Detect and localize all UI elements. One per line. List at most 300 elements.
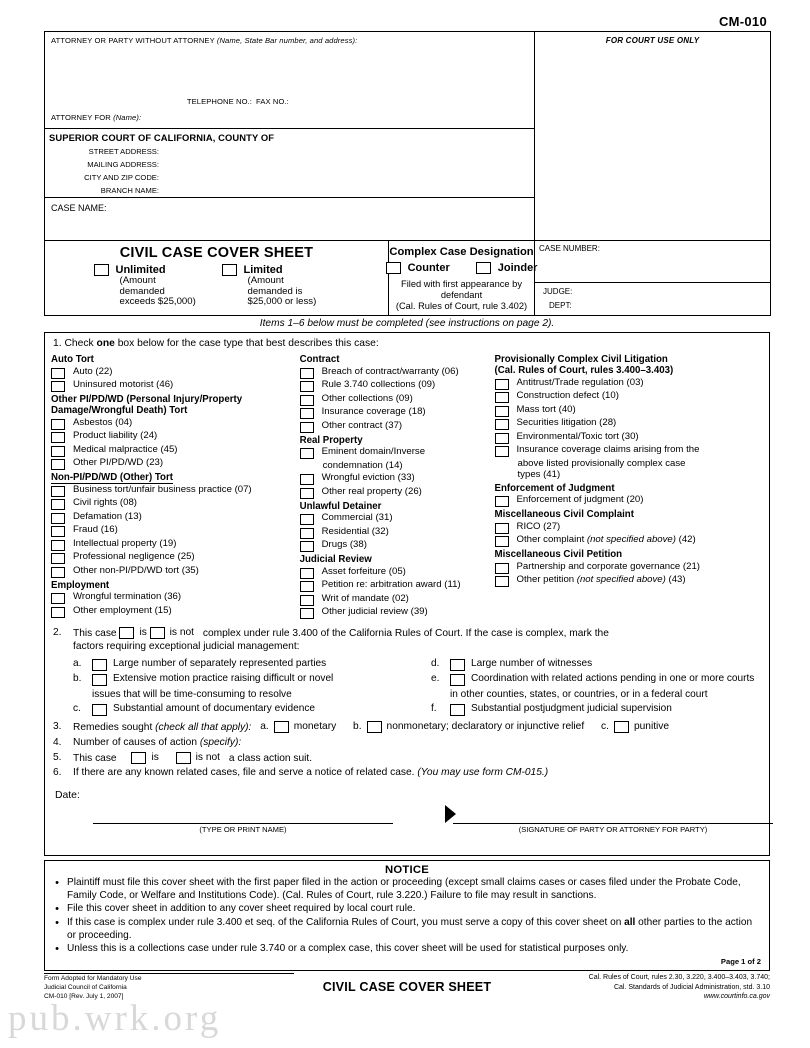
item5-is-not-option[interactable] [176, 752, 220, 765]
checkbox-row-civil-rights[interactable] [51, 498, 300, 510]
group-provisionally-complex-line2: (Cal. Rules of Court, rules 3.400–3.403) [494, 365, 674, 377]
asset-forfeiture-label: Asset forfeiture (05) [321, 565, 406, 577]
item3-c-option[interactable] [601, 721, 669, 734]
checkbox-row-wrongful-eviction[interactable] [300, 473, 495, 485]
item3-b-label: nonmonetary; declaratory or injunctive relief [386, 720, 585, 732]
counter-option[interactable] [386, 262, 450, 274]
footer-right [520, 973, 770, 1002]
dept-label: DEPT: [549, 301, 572, 310]
environmental-toxic-tort-label: Environmental/Toxic tort (30) [516, 430, 639, 442]
commercial-checkbox[interactable] [300, 514, 314, 525]
checkbox-row-other-collections[interactable] [300, 394, 495, 406]
print-name-caption: (TYPE OR PRINT NAME) [199, 825, 287, 835]
notice-bullet-2-text: File this cover sheet in addition to any cover sheet required by local court rule. [67, 903, 416, 915]
notice-bullet-1-text: Plaintiff must file this cover sheet with the first paper filed in the action or proceeding (except small claims cases or cases filed under the Probate Code, Family Code, or Welfare and Institutions Code). (Cal. Rules of Court, rule 3.220.) Failure to file may result in sanctions. [67, 877, 741, 901]
insurance-coverage-claims-line2: above listed provisionally complex case [517, 457, 686, 469]
joinder-checkbox[interactable] [476, 262, 491, 274]
footer-website [520, 992, 770, 1002]
eminent-domain-label-line2: condemnation (14) [322, 459, 403, 471]
item4-number: 4. [53, 736, 62, 748]
residential-checkbox[interactable] [300, 528, 314, 539]
print-name-line[interactable] [93, 823, 393, 824]
asset-forfeiture-checkbox[interactable] [300, 568, 314, 579]
item6-body [73, 767, 761, 780]
insurance-coverage-claims-checkbox[interactable] [495, 446, 509, 457]
footer-website-text: www.courtinfo.ca.gov [703, 993, 770, 1001]
drugs-checkbox[interactable] [300, 541, 314, 552]
item2-factor-b[interactable] [73, 673, 431, 686]
attorney-for-italic: (Name): [113, 113, 142, 122]
page-footer [44, 973, 770, 1002]
writ-of-mandate-checkbox[interactable] [300, 595, 314, 606]
checkbox-row-other-contract[interactable] [300, 421, 495, 433]
item2-is-not-label: is not [169, 626, 195, 638]
item2-row [53, 627, 761, 719]
insurance-coverage-claims-label: Insurance coverage claims arising from the [516, 444, 700, 456]
judge-label: JUDGE: [543, 287, 573, 296]
item1-number: 1. [53, 338, 62, 350]
notice-bullet-3-part3: other parties to the action or proceeding. [67, 916, 753, 941]
complex-note-line2: (Cal. Rules of Court, rule 3.402) [395, 301, 528, 312]
item4-body[interactable] [73, 737, 761, 750]
checkbox-row-asbestos[interactable] [51, 418, 300, 430]
item2-b-label: Extensive motion practice raising difficult or novel [113, 673, 334, 685]
insurance-coverage-checkbox[interactable] [300, 408, 314, 419]
checkbox-row-enforcement-of-judgment[interactable] [495, 495, 763, 507]
case-type-column-3 [495, 352, 763, 620]
item2-e-label: Coordination with related actions pending in one or more courts [471, 673, 755, 685]
item3-row [53, 721, 761, 735]
unlimited-sub3: exceeds $25,000) [119, 296, 196, 308]
item1-heading [51, 337, 763, 352]
item2-number: 2. [53, 626, 62, 638]
footer-form-title: CIVIL CASE COVER SHEET [322, 979, 492, 994]
item3-b-checkbox[interactable] [367, 721, 382, 733]
group-employment: Employment [51, 579, 110, 591]
court-numbers-cell [535, 241, 771, 316]
checkbox-row-other-pipdwd[interactable] [51, 458, 300, 470]
bullet-icon: • [55, 903, 59, 916]
checkbox-row-fraud[interactable] [51, 525, 300, 537]
intellectual-property-label: Intellectual property (19) [73, 537, 177, 549]
checkbox-row-asset-forfeiture[interactable] [300, 567, 495, 579]
group-other-pipdwd-line2: Damage/Wrongful Death) Tort [51, 405, 188, 417]
item5-is-checkbox[interactable] [131, 752, 146, 764]
breach-of-contract-checkbox[interactable] [300, 368, 314, 379]
product-liability-label: Product liability (24) [73, 430, 158, 442]
item2-factor-d[interactable] [431, 658, 761, 671]
mass-tort-label: Mass tort (40) [516, 403, 576, 415]
checkbox-row-other-non-pipdwd[interactable] [51, 566, 300, 578]
residential-label: Residential (32) [321, 525, 389, 537]
defamation-checkbox[interactable] [51, 513, 65, 524]
other-collections-checkbox[interactable] [300, 395, 314, 406]
checkbox-row-eminent-domain[interactable] [300, 447, 495, 459]
group-other-pipdwd: Other PI/PD/WD (Personal Injury/Property [51, 394, 243, 406]
antitrust-checkbox[interactable] [495, 379, 509, 390]
footer-left [44, 973, 294, 1002]
item2-is-not-option[interactable] [150, 627, 194, 640]
judge-dept-field[interactable] [535, 283, 770, 314]
writ-of-mandate-label: Writ of mandate (02) [321, 592, 409, 604]
footer-revision: CM-010 [Rev. July 1, 2007] [44, 992, 124, 1000]
counter-label: Counter [407, 262, 450, 274]
notice-bullet-1 [53, 877, 761, 902]
asbestos-label: Asbestos (04) [73, 416, 133, 428]
drugs-label: Drugs (38) [321, 539, 367, 551]
item2-tail: complex under rule 3.400 of the California Rules of Court. If the case is complex, mark the [202, 627, 609, 639]
product-liability-checkbox[interactable] [51, 432, 65, 443]
enforcement-of-judgment-label: Enforcement of judgment (20) [516, 494, 644, 506]
checkbox-row-rule-3740-collections[interactable] [300, 380, 495, 392]
item2-line1 [73, 627, 761, 641]
commercial-label: Commercial (31) [321, 512, 393, 524]
watermark-text: pub.wrk.org [8, 998, 222, 1039]
item2-b-label-line2: issues that will be time-consuming to resolve [92, 688, 292, 700]
insurance-coverage-claims-line3: types (41) [517, 468, 561, 480]
item1-text-after: box below for the case type that best describes this case: [114, 338, 379, 350]
item2-a-label: Large number of separately represented parties [113, 657, 327, 669]
notice-title: NOTICE [385, 864, 429, 877]
wrongful-termination-label: Wrongful termination (36) [73, 591, 182, 603]
item2-factor-e[interactable] [431, 673, 761, 686]
item3-b-letter: b. [353, 720, 362, 732]
group-misc-civil-petition: Miscellaneous Civil Petition [494, 549, 623, 561]
item2-is-checkbox[interactable] [119, 627, 134, 639]
group-non-pipdwd-text: Non-PI/PD/WD (Other) Tort [51, 472, 173, 484]
other-real-property-label: Other real property (26) [321, 485, 422, 497]
mass-tort-checkbox[interactable] [495, 406, 509, 417]
checkbox-row-rico[interactable] [495, 522, 763, 534]
item2-f-label: Substantial postjudgment judicial supervision [471, 703, 672, 715]
other-complaint-tail: (42) [675, 534, 696, 546]
group-contract: Contract [299, 354, 340, 366]
checkbox-row-business-tort[interactable] [51, 485, 300, 497]
medical-malpractice-checkbox[interactable] [51, 446, 65, 457]
antitrust-label: Antitrust/Trade regulation (03) [516, 376, 644, 388]
limited-option[interactable] [222, 264, 340, 308]
group-enforcement-of-judgment: Enforcement of Judgment [494, 482, 615, 494]
footer-rules-line2: Cal. Standards of Judicial Administration, std. 3.10 [613, 983, 770, 991]
case-name-cell[interactable] [45, 198, 535, 241]
item5-row [53, 752, 761, 766]
notice-bullet-4-text: Unless this is a collections case under rule 3.740 or a complex case, this cover sheet will be used for statistical purposes only. [67, 943, 629, 955]
checkbox-row-environmental-toxic-tort[interactable] [495, 432, 763, 444]
item3-a-option[interactable] [260, 721, 336, 734]
other-pipdwd-label: Other PI/PD/WD (23) [73, 457, 164, 469]
item3-b-option[interactable] [353, 721, 584, 734]
joinder-option[interactable] [476, 262, 538, 274]
unlimited-sub2: demanded [119, 285, 165, 297]
notice-bullet-4 [53, 943, 761, 956]
case-type-column-1 [51, 352, 300, 620]
city-zip-label: CITY AND ZIP CODE: [84, 173, 159, 182]
enforcement-of-judgment-checkbox[interactable] [495, 496, 509, 507]
checkbox-row-partnership-governance[interactable] [495, 562, 763, 574]
business-tort-checkbox[interactable] [51, 486, 65, 497]
checkbox-row-auto[interactable] [51, 367, 300, 379]
item5-tail: a class action suit. [228, 752, 313, 764]
item2-c-letter: c. [73, 703, 81, 715]
other-complaint-checkbox[interactable] [495, 536, 509, 547]
checkbox-row-residential[interactable] [300, 527, 495, 539]
item2-b-checkbox[interactable] [92, 674, 107, 686]
case-number-field[interactable] [535, 241, 770, 283]
telephone-label: TELEPHONE NO.: [186, 97, 252, 106]
other-petition-checkbox[interactable] [495, 576, 509, 587]
item5-is-label: is [151, 751, 159, 763]
item2-d-letter: d. [431, 657, 440, 669]
rico-label: RICO (27) [516, 520, 561, 532]
item2-is-not-checkbox[interactable] [150, 627, 165, 639]
unlimited-sub1: (Amount [119, 275, 156, 286]
checkbox-row-other-real-property[interactable] [300, 487, 495, 499]
caption-table [44, 31, 771, 316]
checkbox-row-wrongful-termination[interactable] [51, 592, 300, 604]
signature-line[interactable] [453, 823, 773, 824]
rule-3740-collections-checkbox[interactable] [300, 381, 314, 392]
court-use-only-label: FOR COURT USE ONLY [605, 36, 700, 45]
professional-negligence-label: Professional negligence (25) [73, 551, 195, 563]
other-complaint-label [517, 535, 696, 546]
item5-is-not-label: is not [195, 751, 221, 763]
checkbox-row-mass-tort[interactable] [495, 405, 763, 417]
checkbox-row-construction-defect[interactable] [495, 391, 763, 403]
group-real-property: Real Property [299, 434, 363, 446]
checkbox-row-securities-litigation[interactable] [495, 418, 763, 430]
item2-is-option[interactable] [119, 627, 146, 640]
signature-caption: (SIGNATURE OF PARTY OR ATTORNEY FOR PARTY) [518, 825, 708, 835]
case-type-section [44, 332, 770, 856]
item2-a-letter: a. [73, 657, 82, 669]
attorney-cell[interactable] [45, 32, 535, 129]
item3-a-checkbox[interactable] [274, 721, 289, 733]
page-indicator: Page 1 of 2 [720, 956, 761, 966]
checkbox-row-intellectual-property[interactable] [51, 539, 300, 551]
other-collections-label: Other collections (09) [321, 392, 413, 404]
civil-rights-checkbox[interactable] [51, 499, 65, 510]
petition-arbitration-checkbox[interactable] [300, 581, 314, 592]
checkbox-row-insurance-coverage[interactable] [300, 407, 495, 419]
case-type-column-2 [300, 352, 495, 620]
checkbox-row-antitrust[interactable] [495, 378, 763, 390]
uninsured-motorist-checkbox[interactable] [51, 381, 65, 392]
attorney-label: ATTORNEY OR PARTY WITHOUT ATTORNEY [51, 36, 215, 45]
footer-rules-line1: Cal. Rules of Court, rules 2.30, 3.220, 3.400–3.403, 3.740; [588, 973, 770, 981]
complex-designation-title: Complex Case Designation [389, 246, 534, 258]
intellectual-property-checkbox[interactable] [51, 540, 65, 551]
case-number-label: CASE NUMBER: [539, 244, 600, 253]
fraud-checkbox[interactable] [51, 526, 65, 537]
medical-malpractice-label: Medical malpractice (45) [73, 443, 178, 455]
checkbox-row-uninsured-motorist[interactable] [51, 380, 300, 392]
case-name-label: CASE NAME: [51, 203, 107, 213]
other-petition-label [517, 575, 686, 586]
item2-left-factors [73, 655, 431, 719]
limited-sub3: $25,000 or less) [247, 296, 317, 308]
checkbox-row-other-employment[interactable] [51, 606, 300, 618]
securities-litigation-checkbox[interactable] [495, 419, 509, 430]
notice-bullet-3 [53, 917, 761, 942]
item6-text: If there are any known related cases, file and serve a notice of related case. [73, 767, 418, 779]
item3-lead: Remedies sought [73, 722, 156, 734]
item5-is-not-checkbox[interactable] [176, 752, 191, 764]
partnership-governance-label: Partnership and corporate governance (21) [516, 560, 700, 572]
bullet-icon: • [55, 877, 59, 890]
item2-factor-c[interactable] [73, 703, 431, 716]
court-address-cell[interactable] [45, 129, 535, 198]
unlimited-option[interactable] [94, 264, 212, 308]
checkbox-row-petition-arbitration[interactable] [300, 580, 495, 592]
item2-e-label-line2: in other counties, states, or countries, or in a federal court [450, 688, 708, 700]
checkbox-row-writ-of-mandate[interactable] [300, 594, 495, 606]
item2-factor-f[interactable] [431, 703, 761, 716]
breach-of-contract-label: Breach of contract/warranty (06) [321, 365, 459, 377]
wrongful-eviction-checkbox[interactable] [300, 474, 314, 485]
group-judicial-review: Judicial Review [299, 554, 372, 566]
fax-label: FAX NO.: [256, 97, 289, 106]
group-non-pipdwd [51, 472, 300, 483]
auto-label: Auto (22) [73, 365, 113, 377]
checkbox-row-other-petition[interactable] [495, 575, 763, 587]
professional-negligence-checkbox[interactable] [51, 553, 65, 564]
item2-a-checkbox[interactable] [92, 659, 107, 671]
other-non-pipdwd-label: Other non-PI/PD/WD tort (35) [73, 564, 199, 576]
checkbox-row-other-judicial-review[interactable] [300, 607, 495, 619]
group-auto-tort: Auto Tort [51, 354, 94, 366]
item2-d-checkbox[interactable] [450, 659, 465, 671]
checkbox-row-other-complaint[interactable] [495, 535, 763, 547]
court-heading: SUPERIOR COURT OF CALIFORNIA, COUNTY OF [49, 132, 275, 143]
footer-adopted-line1: Form Adopted for Mandatory Use [44, 974, 142, 982]
item2-line2: factors requiring exceptional judicial management: [73, 640, 300, 652]
notice-box [44, 860, 770, 971]
item2-c-label: Substantial amount of documentary evidence [113, 703, 315, 715]
other-petition-italic: (not specified above) [576, 574, 666, 586]
item3-c-checkbox[interactable] [614, 721, 629, 733]
other-contract-label: Other contract (37) [321, 419, 403, 431]
notice-bullet-3-bold: all [624, 916, 636, 928]
environmental-toxic-tort-checkbox[interactable] [495, 433, 509, 444]
rico-checkbox[interactable] [495, 523, 509, 534]
wrongful-eviction-label: Wrongful eviction (33) [321, 472, 415, 484]
signature-arrow-icon [445, 805, 456, 823]
item2-is-label: is [139, 626, 147, 638]
item2-e-letter: e. [431, 673, 440, 685]
street-address-label: STREET ADDRESS: [88, 147, 159, 156]
item1-bold: one [96, 338, 115, 350]
eminent-domain-label: Eminent domain/Inverse [321, 446, 426, 458]
item2-right-factors [431, 655, 761, 719]
other-contract-checkbox[interactable] [300, 422, 314, 433]
group-provisionally-complex: Provisionally Complex Civil Litigation [494, 354, 668, 366]
cover-sheet-type-cell [45, 241, 389, 316]
mailing-address-label: MAILING ADDRESS: [87, 160, 159, 169]
item6-italic: (You may use form CM-015.) [417, 767, 549, 779]
notice-bullet-2 [53, 903, 761, 916]
limited-checkbox[interactable] [222, 264, 237, 276]
date-label[interactable]: Date: [55, 790, 80, 802]
checkbox-row-drugs[interactable] [300, 540, 495, 552]
other-employment-checkbox[interactable] [51, 607, 65, 618]
rule-3740-collections-label: Rule 3.740 collections (09) [321, 379, 436, 391]
item2-d-label: Large number of witnesses [471, 657, 593, 669]
auto-checkbox[interactable] [51, 368, 65, 379]
item4-italic: (specify): [199, 736, 242, 748]
counter-checkbox[interactable] [386, 262, 401, 274]
item3-c-label: punitive [633, 720, 670, 732]
limited-sub2: demanded is [247, 285, 303, 297]
defamation-label: Defamation (13) [73, 510, 142, 522]
other-judicial-review-checkbox[interactable] [300, 608, 314, 619]
eminent-domain-checkbox[interactable] [300, 448, 314, 459]
item4-row [53, 737, 761, 750]
attorney-for-label: ATTORNEY FOR [51, 113, 111, 122]
unlimited-checkbox[interactable] [94, 264, 109, 276]
item2-b-letter: b. [73, 673, 82, 685]
joinder-label: Joinder [497, 262, 538, 274]
checkbox-row-medical-malpractice[interactable] [51, 445, 300, 457]
asbestos-checkbox[interactable] [51, 419, 65, 430]
branch-name-label: BRANCH NAME: [100, 186, 159, 195]
complex-note-line1: Filed with first appearance by defendant [401, 279, 522, 301]
notice-bullet-3-text [67, 917, 761, 942]
other-judicial-review-label: Other judicial review (39) [321, 606, 428, 618]
securities-litigation-label: Securities litigation (28) [516, 417, 617, 429]
bullet-icon: • [55, 916, 59, 929]
checkbox-row-commercial[interactable] [300, 513, 495, 525]
form-number: CM-010 [718, 14, 767, 29]
bullet-icon: • [55, 943, 59, 956]
complex-designation-cell [389, 241, 538, 316]
item1-text-before: Check [64, 338, 97, 350]
other-employment-label: Other employment (15) [73, 604, 172, 616]
item5-is-option[interactable] [131, 752, 158, 765]
checkbox-row-breach-of-contract[interactable] [300, 367, 495, 379]
attorney-label-italic: (Name, State Bar number, and address): [216, 36, 358, 45]
checkbox-row-defamation[interactable] [51, 512, 300, 524]
notice-bullet-3-part1: If this case is complex under rule 3.400 et seq. of the California Rules of Court, you must serve a copy of this cover sheet on [67, 916, 625, 928]
other-pipdwd-checkbox[interactable] [51, 459, 65, 470]
item2-e-checkbox[interactable] [450, 674, 465, 686]
other-non-pipdwd-checkbox[interactable] [51, 567, 65, 578]
business-tort-label: Business tort/unfair business practice (07) [73, 483, 252, 495]
other-real-property-checkbox[interactable] [300, 488, 314, 499]
other-complaint-italic: (not specified above) [586, 534, 676, 546]
item4-text: Number of causes of action [73, 736, 200, 748]
partnership-governance-checkbox[interactable] [495, 563, 509, 574]
checkbox-row-product-liability[interactable] [51, 431, 300, 443]
checkbox-row-insurance-coverage-claims[interactable] [495, 445, 763, 457]
group-unlawful-detainer: Unlawful Detainer [299, 500, 382, 512]
insurance-coverage-label: Insurance coverage (18) [321, 406, 426, 418]
limited-sub1: (Amount [247, 275, 284, 286]
item2-factor-a[interactable] [73, 658, 431, 671]
completion-instruction: Items 1–6 below must be completed (see instructions on page 2). [259, 318, 555, 330]
checkbox-row-professional-negligence[interactable] [51, 552, 300, 564]
item2-c-checkbox[interactable] [92, 704, 107, 716]
court-use-cell [535, 32, 771, 241]
item6-row [53, 767, 761, 780]
footer-adopted-line2: Judicial Council of California [44, 983, 127, 991]
item2-f-letter: f. [431, 703, 437, 715]
wrongful-termination-checkbox[interactable] [51, 593, 65, 604]
item2-f-checkbox[interactable] [450, 704, 465, 716]
item3-number: 3. [53, 720, 62, 732]
fraud-label: Fraud (16) [73, 524, 118, 536]
construction-defect-checkbox[interactable] [495, 392, 509, 403]
item3-a-label: monetary [293, 720, 337, 732]
